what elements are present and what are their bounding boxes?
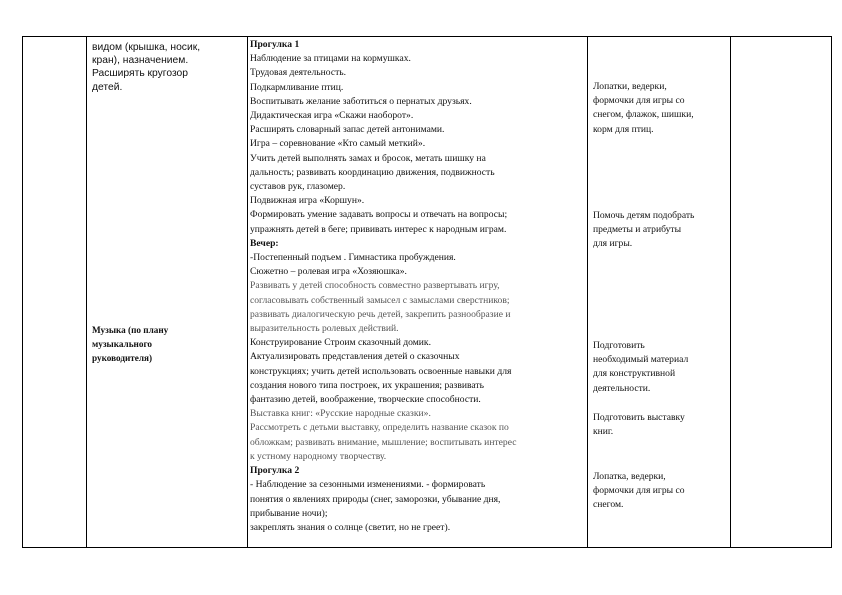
text-line: для игры.	[593, 238, 633, 250]
cell-empty-right	[730, 37, 833, 547]
text-line: корм для птиц.	[593, 123, 654, 135]
text-line: Расширять кругозор	[92, 68, 189, 80]
text-line: формочки для игры со	[593, 95, 685, 107]
content-line: закреплять знания о солнце (светит, но не греет).	[250, 521, 451, 533]
materials-note-1	[593, 80, 694, 137]
content-line: прибывание ночи);	[250, 507, 328, 519]
text-line: видом (крышка, носик,	[92, 42, 201, 53]
content-line: конструкциях; учить детей использовать освоенные навыки для	[250, 365, 512, 377]
text-line: детей.	[92, 81, 123, 93]
text-line: Подготовить	[593, 340, 645, 351]
content-line: Дидактическая игра «Скажи наоборот».	[250, 110, 414, 122]
text-line: Помочь детям подобрать	[593, 210, 695, 221]
content-line: Подкармливание птиц.	[250, 81, 344, 93]
content-line: Выставка книг: «Русские народные сказки».	[250, 408, 431, 420]
content-line: согласовывать собственный замысел с замыслами сверстников;	[250, 294, 510, 306]
cell-content	[247, 37, 587, 547]
text-line: деятельности.	[593, 382, 651, 394]
content-line: дальность; развивать координацию движения, подвижность	[250, 166, 495, 178]
content-line: Воспитывать желание заботиться о пернатых друзьях.	[250, 95, 472, 107]
music-note	[92, 323, 168, 366]
text-line: кран), назначением.	[92, 55, 189, 67]
content-line: Конструирование Строим сказочный домик.	[250, 337, 431, 349]
text-line: снегом.	[593, 499, 624, 511]
content-line: Игра – соревнование «Кто самый меткий».	[250, 138, 426, 150]
content-line: Актуализировать представления детей о сказочных	[250, 351, 460, 363]
content-line: упражнять детей в беге; прививать интерес к народным играм.	[250, 223, 507, 235]
content-line: понятия о явлениях природы (снег, заморозки, убывание дня,	[250, 493, 501, 505]
content-line: суставов рук, глазомер.	[250, 181, 346, 193]
content-line: Рассмотреть с детьми выставку, определить название сказок по	[250, 422, 509, 434]
text-line: Лопатка, ведерки,	[593, 471, 666, 482]
content-line: фантазию детей, воображение, творческие способности.	[250, 394, 481, 406]
content-line: Наблюдение за птицами на кормушках.	[250, 53, 411, 65]
text-line: предметы и атрибуты	[593, 224, 682, 236]
cell-empty-left	[23, 37, 86, 547]
content-line: создания нового типа построек, их украшения; развивать	[250, 379, 484, 391]
activities-intro	[92, 41, 264, 94]
text-line: Лопатки, ведерки,	[593, 81, 667, 92]
text-line: Подготовить выставку	[593, 412, 685, 423]
materials-note-4	[593, 411, 685, 439]
materials-note-5	[593, 470, 685, 513]
content-line: Развивать у детей способность совместно развертывать игру,	[250, 280, 500, 292]
section-heading: Прогулка 1	[250, 39, 300, 50]
content-line: развивать диалогическую речь детей, закрепить разнообразие и	[250, 308, 511, 320]
text-line: формочки для игры со	[593, 485, 685, 497]
materials-note-2	[593, 209, 694, 252]
text-line: необходимый материал	[593, 354, 689, 366]
cell-materials	[590, 37, 730, 547]
content-line: обложкам; развивать внимание, мышление; воспитывать интерес	[250, 436, 517, 448]
section-heading: Вечер:	[250, 237, 279, 249]
content-line: Учить детей выполнять замах и бросок, метать шишку на	[250, 152, 486, 164]
content-line: Расширять словарный запас детей антонимами.	[250, 124, 445, 136]
content-line: к устному народному творчеству.	[250, 450, 387, 462]
text-line: руководителя)	[92, 353, 153, 364]
text-line: Музыка (по плану	[92, 325, 169, 335]
text-line: для конструктивной	[593, 368, 676, 380]
plan-table	[22, 36, 832, 548]
content-line: выразительность ролевых действий.	[250, 323, 399, 335]
content-line: Трудовая деятельность.	[250, 67, 347, 79]
cell-activities	[86, 37, 268, 547]
column-divider	[587, 37, 588, 547]
materials-note-3	[593, 339, 688, 396]
content-line: Формировать умение задавать вопросы и отвечать на вопросы;	[250, 209, 508, 221]
text-line: снегом, флажок, шишки,	[593, 109, 694, 121]
content-line: Сюжетно – ролевая игра «Хозяюшка».	[250, 266, 407, 278]
text-line: книг.	[593, 426, 614, 438]
content-line: Подвижная игра «Коршун».	[250, 195, 365, 207]
content-line: -Постепенный подъем . Гимнастика пробуждения.	[250, 252, 456, 264]
content-line: - Наблюдение за сезонными изменениями. - формировать	[250, 479, 486, 491]
text-line: музыкального	[92, 339, 152, 350]
section-heading: Прогулка 2	[250, 465, 300, 477]
